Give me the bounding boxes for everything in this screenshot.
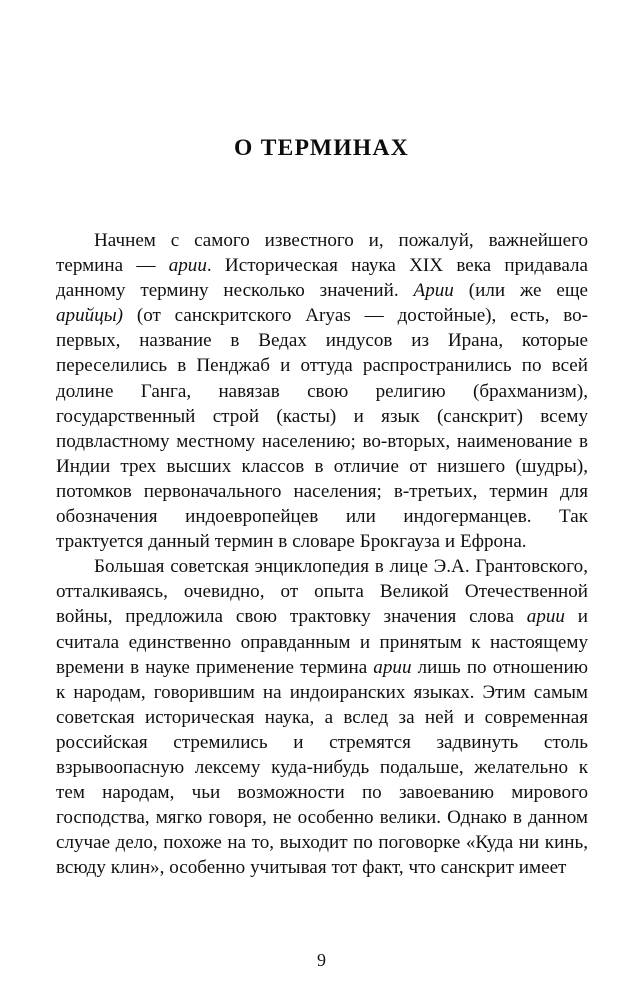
text-run: лишь по отношению к народам, говорившим на индоиранских языках. Этим самым советская историческая наука, а вслед за ней и современная российская стремились и стремятся задвинуть столь взрывоопасную лексему куда-нибудь подальше, желательно к тем народам, чьи возможности по завоеванию мирового господства, мягко говоря, не особенно велики. Однако в данном случае дело, похоже на то, выходит по поговорке «Куда ни кинь, всюду клин», особенно учитывая тот факт, что санскрит имеет <box>56 656 588 879</box>
emphasis-term: арии <box>168 255 207 277</box>
emphasis-term: арийцы) <box>56 305 124 327</box>
page-number: 9 <box>317 950 326 970</box>
page-title: О ТЕРМИНАХ <box>233 134 410 161</box>
body-text-block <box>56 228 588 880</box>
paragraph-2 <box>56 554 588 880</box>
text-run: и считала единственно оправданным и принятым к настоящему времени в науке применение термина <box>56 606 589 678</box>
paragraph-1 <box>56 228 588 554</box>
text-run: Большая советская энциклопедия в лице Э.А. Грантовского, отталкиваясь, очевидно, от опыта Великой Отечественной войны, предложила свою трактовку значения слова <box>56 556 588 628</box>
emphasis-term: арии <box>373 656 412 678</box>
text-run: (от санскритского Aryas — достойные), есть, во-первых, название в Ведах индусов из Ирана, которые переселились в Пенджаб и оттуда распространились по всей долине Ганга, навязав свою религию (брахманизм), государственный строй (касты) и язык (санскрит) всему подвластному местному населению; во-вторых, наименование в Индии трех высших классов в отличие от низшего (шудры), потомков первоначального населения; в-третьих, термин для обозначения индоевропейцев или индогерманцев. Так трактуется данный термин в словаре Брокгауза и Ефрона. <box>56 305 588 553</box>
text-run: . Историческая наука XIX века придавала данному термину несколько значений. <box>56 255 589 302</box>
emphasis-term: арии <box>526 606 565 628</box>
text-run: (или же еще <box>453 280 588 302</box>
text-run: Начнем с самого известного и, пожалуй, важнейшего термина — <box>56 230 588 277</box>
emphasis-term: Арии <box>413 280 454 302</box>
